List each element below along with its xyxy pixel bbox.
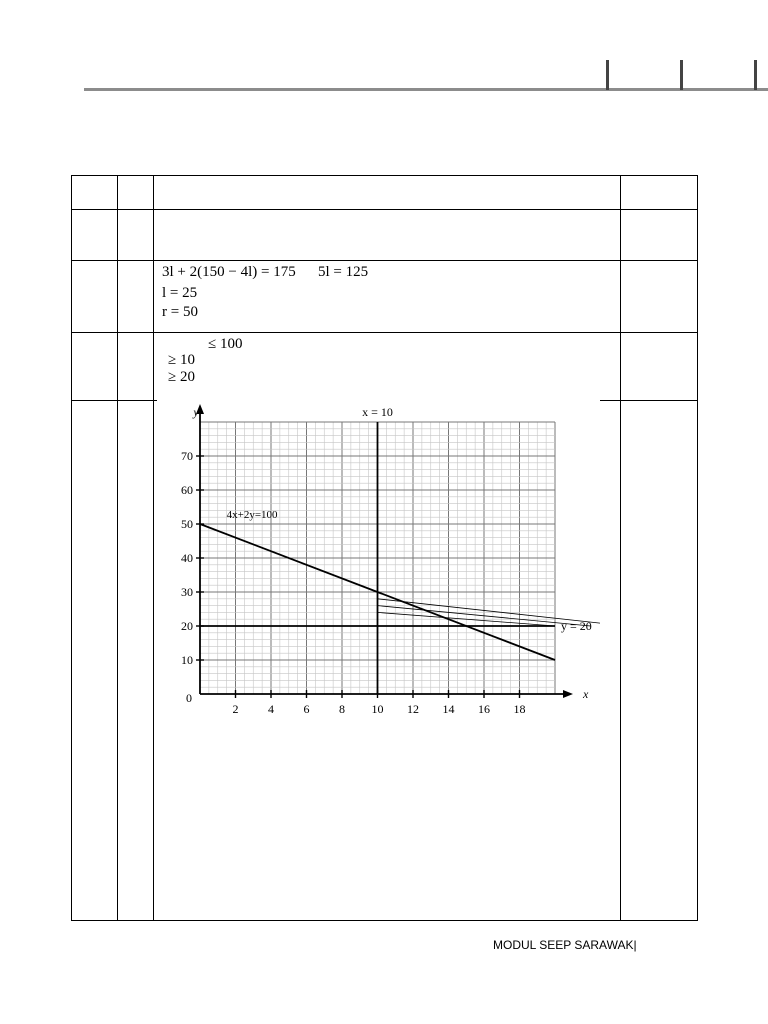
- x-tick-label: 16: [478, 702, 490, 716]
- table-column-divider: [117, 175, 118, 921]
- x-axis-arrow: [563, 690, 573, 698]
- equation-simplified: 5l = 125: [318, 264, 369, 280]
- x-tick-label: 6: [303, 702, 310, 716]
- y-tick-label: 50: [181, 517, 193, 531]
- table-row-divider: [71, 332, 698, 333]
- x-tick-label: 14: [442, 702, 455, 716]
- header-tick: [754, 60, 757, 90]
- table-row-divider: [71, 209, 698, 210]
- y-tick-label: 70: [181, 449, 193, 463]
- header-rule: [84, 88, 768, 91]
- origin-label: 0: [186, 691, 192, 705]
- inequality-3: ≥ 20: [168, 369, 195, 385]
- y-tick-label: 60: [181, 483, 193, 497]
- x-tick-label: 2: [232, 702, 239, 716]
- table-row-divider: [71, 260, 698, 261]
- header-tick: [680, 60, 683, 90]
- x-tick-label: 12: [407, 702, 419, 716]
- vertical-line-label: x = 10: [362, 405, 393, 419]
- x-tick-label: 8: [339, 702, 345, 716]
- linear-programming-graph: [160, 402, 600, 722]
- x-tick-label: 18: [513, 702, 526, 716]
- y-tick-label: 10: [181, 653, 193, 667]
- answer-l: l = 25: [162, 285, 198, 301]
- table-row-divider: [600, 400, 698, 401]
- inequality-1: ≤ 100: [208, 336, 243, 352]
- table-column-divider: [153, 175, 154, 921]
- y-axis-label: y: [193, 405, 199, 419]
- x-axis-label: x: [583, 687, 589, 701]
- footer-text: MODUL SEEP SARAWAK|: [493, 938, 637, 952]
- y-tick-label: 20: [181, 619, 193, 633]
- y-tick-label: 40: [181, 551, 193, 565]
- table-column-divider: [620, 175, 621, 921]
- header-tick: [606, 60, 609, 90]
- x-tick-label: 4: [268, 702, 274, 716]
- answer-r: r = 50: [162, 304, 198, 320]
- constraint-label: 4x+2y=100: [226, 509, 278, 521]
- horizontal-line-label: y = 20: [561, 619, 592, 633]
- x-tick-label: 10: [371, 702, 384, 716]
- inequality-2: ≥ 10: [168, 352, 195, 368]
- y-tick-label: 30: [181, 585, 193, 599]
- table-row-divider: [71, 400, 157, 401]
- equation-substitution: 3l + 2(150 − 4l) = 175: [162, 264, 296, 280]
